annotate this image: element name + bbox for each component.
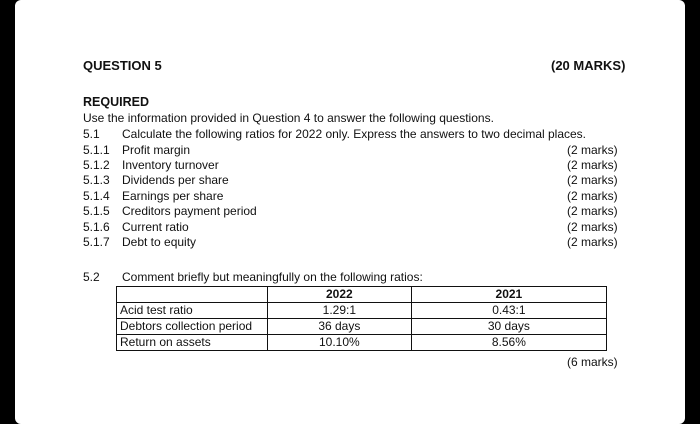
section-5-2-marks: (6 marks) (567, 355, 618, 369)
item-label: Current ratio (122, 220, 189, 234)
item-number: 5.1.1 (83, 143, 110, 157)
section-5-2-text: Comment briefly but meaningfully on the following ratios: (122, 270, 423, 284)
table-header-row (117, 287, 607, 303)
table-row (117, 303, 607, 319)
item-number: 5.1.4 (83, 189, 110, 203)
section-5-1-number: 5.1 (83, 127, 100, 141)
section-5-1-text: Calculate the following ratios for 2022 only. Express the answers to two decimal places. (122, 127, 587, 141)
item-label: Dividends per share (122, 173, 229, 187)
table-cell: 0.43:1 (411, 303, 606, 319)
item-number: 5.1.7 (83, 235, 110, 249)
item-number: 5.1.6 (83, 220, 110, 234)
table-cell: 30 days (411, 319, 606, 335)
table-row (117, 319, 607, 335)
item-label: Debt to equity (122, 235, 197, 249)
table-header-cell: 2021 (411, 287, 606, 303)
item-number: 5.1.5 (83, 204, 110, 218)
ratios-table (116, 286, 607, 351)
required-instruction: Use the information provided in Question 4 to answer the following questions. (83, 111, 494, 125)
table-row (117, 335, 607, 351)
table-cell: 8.56% (411, 335, 606, 351)
item-marks: (2 marks) (567, 204, 618, 218)
table-header-cell: 2022 (267, 287, 411, 303)
table-cell: Acid test ratio (117, 303, 268, 319)
table-header-cell (117, 287, 268, 303)
section-5-2-number: 5.2 (83, 270, 100, 284)
item-marks: (2 marks) (567, 220, 618, 234)
question-page (15, 0, 685, 424)
item-marks: (2 marks) (567, 235, 618, 249)
item-number: 5.1.3 (83, 173, 110, 187)
table-cell: Debtors collection period (117, 319, 268, 335)
question-title: QUESTION 5 (83, 58, 162, 73)
table-cell: 1.29:1 (267, 303, 411, 319)
item-marks: (2 marks) (567, 143, 618, 157)
table-cell: 10.10% (267, 335, 411, 351)
table-cell: 36 days (267, 319, 411, 335)
item-marks: (2 marks) (567, 189, 618, 203)
item-label: Profit margin (122, 143, 191, 157)
item-number: 5.1.2 (83, 158, 110, 172)
item-marks: (2 marks) (567, 158, 618, 172)
item-marks: (2 marks) (567, 173, 618, 187)
item-label: Earnings per share (122, 189, 224, 203)
required-heading: REQUIRED (83, 95, 149, 109)
item-label: Creditors payment period (122, 204, 257, 218)
item-label: Inventory turnover (122, 158, 219, 172)
question-total-marks: (20 MARKS) (551, 58, 626, 73)
table-cell: Return on assets (117, 335, 268, 351)
